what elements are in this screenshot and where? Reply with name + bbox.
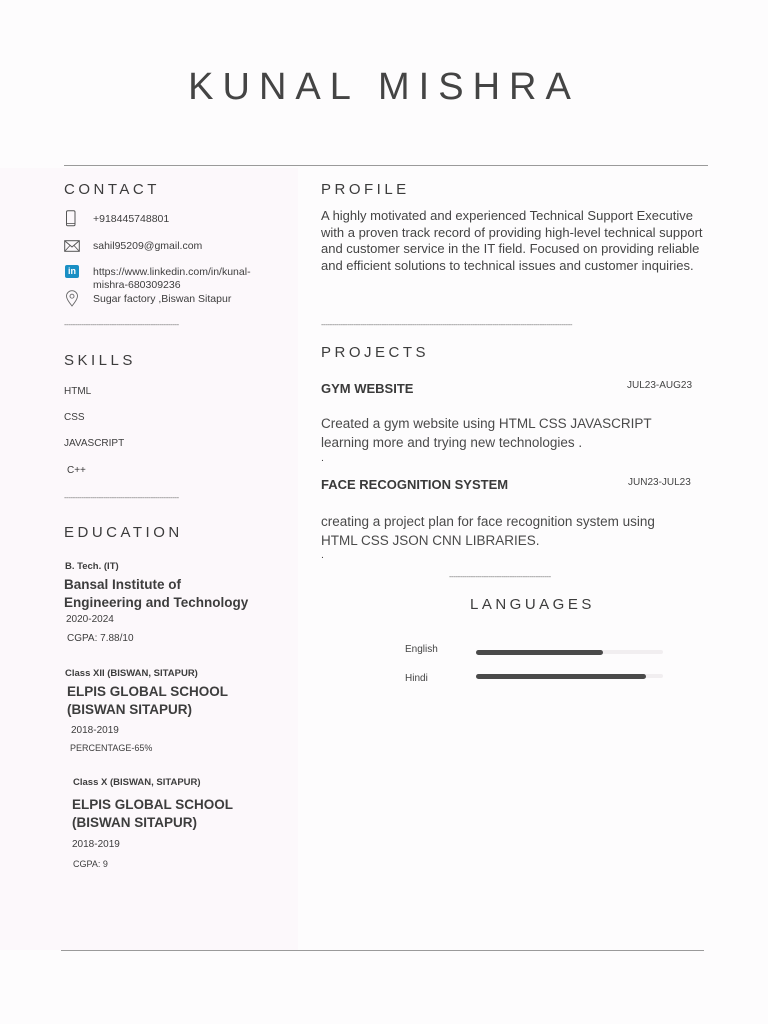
contact-heading: CONTACT [64,181,160,198]
language-name: Hindi [405,673,428,684]
education-level: Class XII (BISWAN, SITAPUR) [65,668,198,679]
project-title: FACE RECOGNITION SYSTEM [321,477,509,492]
education-score: PERCENTAGE-65% [70,743,153,753]
project-description-line: HTML CSS JSON CNN LIBRARIES. [321,532,540,548]
profile-line: with a proven track record of providing high-level technical support [321,224,703,240]
education-level: B. Tech. (IT) [65,561,119,572]
school-line: (BISWAN SITAPUR) [72,815,197,830]
project-description [321,415,652,452]
project-trail: . [321,452,324,464]
project-description-line: creating a project plan for face recognition system using [321,514,655,529]
education-school [67,683,228,719]
linkedin-icon: in [65,265,79,278]
education-school [72,796,233,832]
profile-line: and customer service in the IT field. Focused on providing reliable [321,241,700,256]
education-score: CGPA: 7.88/10 [67,633,134,644]
profile-line: A highly motivated and experienced Technical Support Executive [321,208,693,223]
top-rule [64,165,708,166]
education-level: Class X (BISWAN, SITAPUR) [73,777,201,788]
contact-divider: ----------------------------------------------------- [64,320,179,329]
school-line: (BISWAN SITAPUR) [67,702,192,717]
linkedin-url-line1: https://www.linkedin.com/in/kunal- [93,266,251,278]
profile-heading: PROFILE [321,181,410,198]
languages-divider: ----------------------------------------------- [449,572,551,581]
skill-item: C++ [67,465,86,476]
language-bar [476,674,663,678]
school-line: Bansal Institute of [64,577,182,592]
skill-item: CSS [64,412,85,423]
projects-heading: PROJECTS [321,344,430,361]
school-line: Engineering and Technology [64,595,249,610]
address: Sugar factory ,Biswan Sitapur [93,293,232,305]
school-line: ELPIS GLOBAL SCHOOL [67,684,229,699]
profile-divider: -------------------------------------------------------------------------------------------------------------------- [321,320,573,329]
linkedin-url-line2: mishra-680309236 [93,279,181,291]
education-score: CGPA: 9 [73,859,108,869]
skill-item: HTML [64,386,92,397]
skill-item: JAVASCRIPT [64,438,125,449]
skills-heading: SKILLS [64,352,136,369]
project-trail: . [321,549,324,561]
language-name: English [405,644,438,655]
language-bar-fill [476,674,646,679]
skills-divider: ----------------------------------------------------- [64,493,179,502]
email-address[interactable]: sahil95209@gmail.com [93,240,203,252]
phone-icon [63,210,79,226]
linkedin-url[interactable] [93,266,251,292]
education-school [64,576,248,612]
languages-heading: LANGUAGES [470,596,595,613]
profile-line: and efficient solutions to technical issues and customer inquiries. [321,257,694,273]
profile-summary [321,208,721,274]
bottom-rule [61,950,704,951]
education-years: 2020-2024 [66,614,114,625]
location-icon [64,290,80,306]
project-dates: JUL23-AUG23 [627,380,693,391]
education-heading: EDUCATION [64,524,183,541]
language-bar [476,650,663,654]
candidate-name: KUNAL MISHRA [188,66,580,108]
education-years: 2018-2019 [72,839,120,850]
phone-number[interactable]: +918445748801 [93,213,170,225]
language-bar-fill [476,650,603,655]
project-description-line: learning more and trying new technologies . [321,434,583,450]
school-line: ELPIS GLOBAL SCHOOL [72,797,234,812]
project-description [321,513,655,550]
project-dates: JUN23-JUL23 [628,477,691,488]
project-description-line: Created a gym website using HTML CSS JAVASCRIPT [321,416,652,431]
education-years: 2018-2019 [71,725,119,736]
email-icon [64,238,80,254]
project-title: GYM WEBSITE [321,381,414,396]
